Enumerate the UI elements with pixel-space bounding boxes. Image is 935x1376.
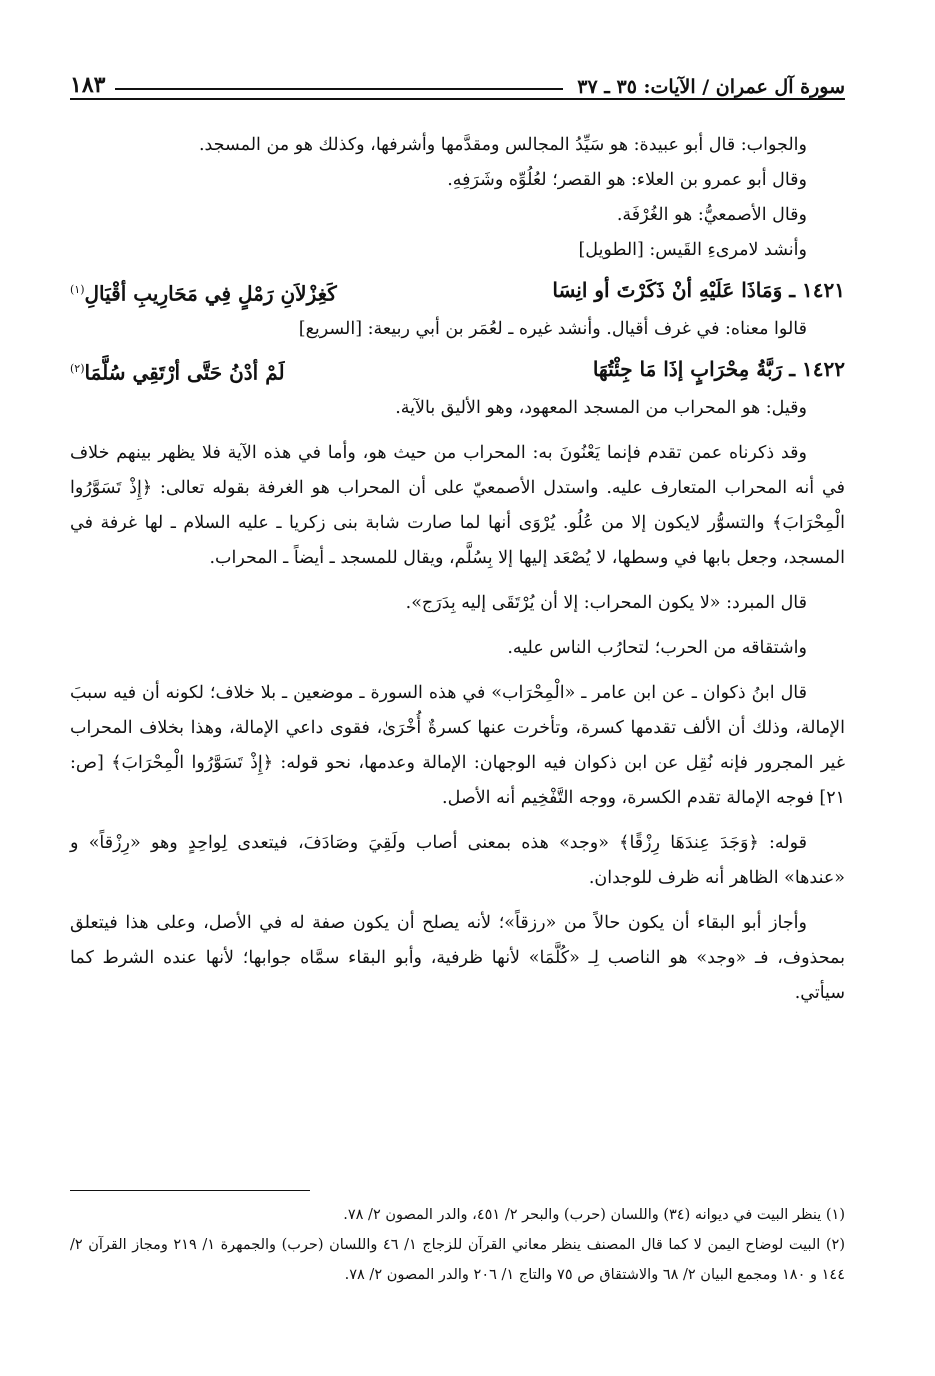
- paragraph: واشتقاقه من الحرب؛ لتحارُب الناس عليه.: [507, 638, 807, 658]
- verse-second-text: لَمْ أدْنُ حَتَّى أرْتَقِي سُلَّمَا: [84, 360, 285, 385]
- running-title: سورة آل عمران / الآيات: ٣٥ ـ ٣٧: [577, 76, 845, 98]
- header-rule: [70, 98, 845, 100]
- paragraph: وقال الأصمعيُّ: هو الغُرْفَة.: [616, 205, 807, 225]
- paragraph: قال ابنُ ذكوان ـ عن ابن عامر ـ «الْمِحْرَاب» في هذه السورة ـ موضعين ـ بلا خلاف؛ لكونه أن فيه سببَ الإمالة، وذلك أن الألف تقدمها كسرة، وتأخرت عنها كسرةٌ أُخْرَىٰ، فقوى داعي الإمالة، وهذا بخلاف المحراب غير المجرور فإنه نُقِل عن ابن ذكوان فيه الوجهان: الإمالة وعدمها، نحو قوله: ﴿إِذْ تَسَوَّرُوا الْمِحْرَابَ﴾ [ص: ٢١] فوجه الإمالة تقدم الكسرة، ووجه التَّفْخِيم أنه الأصل.: [70, 683, 845, 808]
- verse-first-hemistich: ١٤٢٢ ـ رَبَّةُ مِحْرَابٍ إذَا مَا جِئْتُهَا: [592, 357, 845, 381]
- paragraph: قالوا معناه: في غرف أقيال. وأنشد غيره ـ لعُمَر بن أبي ربيعة: [السريع]: [298, 319, 807, 339]
- footnote-marker: (٢): [70, 362, 85, 375]
- paragraph: قال المبرد: «لا يكون المحراب: إلا أن يُرْتَقَى إليه بِدَرَج».: [405, 593, 807, 613]
- header-dash-line: [115, 88, 563, 90]
- footnotes: [70, 1200, 845, 1290]
- paragraph: والجواب: قال أبو عبيدة: هو سَيِّدُ المجالس ومقدَّمها وأشرفها، وكذلك هو من المسجد.: [198, 135, 807, 155]
- paragraph: وقد ذكرناه عمن تقدم فإنما يَعْنُونَ به: المحراب من حيث هو، وأما في هذه الآية فلا يظهر بينهم خلاف في أنه المحراب المتعارف عليه. واستدل الأصمعيّ على أن المحراب هو الغرفة بقوله تعالى: ﴿إِذْ تَسَوَّرُوا الْمِحْرَابَ﴾ والتسوُّر لايكون إلا من عُلُو. يُرْوَى أنها لما صارت شابة بنى زكريا ـ عليه السلام ـ لها غرفة في المسجد، وجعل بابها في وسطها، لا يُصْعَد إليها إلا بِسُلَّم، ويقال للمسجد ـ أيضاً ـ المحراب.: [70, 443, 845, 568]
- poetry-verse: [70, 268, 845, 312]
- paragraph: وأجاز أبو البقاء أن يكون حالاً من «رزقاً»؛ لأنه يصلح أن يكون صفة له في الأصل، وعلى هذا فيتعلق بمحذوف، فـ «وجد» هو الناصب لِـ «كُلَّمَا» لأنها ظرفية، وأبو البقاء سمَّاه جوابها؛ لأنها عنده الشرط كما سيأتي.: [70, 913, 845, 1003]
- verse-second-text: كَغِزْلاَنِ رَمْلٍ فِي مَحَارِيبِ أقْيَالِ: [84, 281, 337, 306]
- verse-second-hemistich: [70, 347, 285, 395]
- page-header: [70, 58, 845, 98]
- footnote-separator: [70, 1190, 310, 1191]
- main-text: [70, 128, 845, 1011]
- paragraph: وقال أبو عمرو بن العلاء: هو القصر؛ لعُلُوِّه وشَرَفِهِ.: [447, 170, 807, 190]
- verse-second-hemistich: [70, 268, 337, 316]
- page-number: ١٨٣: [70, 72, 106, 98]
- paragraph: قوله: ﴿وَجَدَ عِندَهَا رِزْقًا﴾ «وجد» هذه بمعنى أصاب ولَقِيَ وصَادَفَ، فيتعدى لِواحِدٍ وهو «رِزْقاً» و «عندها» الظاهر أنه ظرف للوجدان.: [70, 833, 845, 888]
- footnote: (٢) البيت لوضاح اليمن لا كما قال المصنف ينظر معاني القرآن للزجاج ١/ ٤٦ واللسان (حرب) والجمهرة ١/ ٢١٩ ومجاز القرآن ٢/ ١٤٤ و ١٨٠ ومجمع البيان ٢/ ٦٨ والاشتقاق ص ٧٥ والتاج ١/ ٢٠٦ والدر المصون ٢/ ٧٨.: [70, 1237, 845, 1283]
- footnote: (١) ينظر البيت في ديوانه (٣٤) واللسان (حرب) والبحر ٢/ ٤٥١، والدر المصون ٢/ ٧٨.: [343, 1207, 845, 1223]
- footnote-marker: (١): [70, 283, 85, 296]
- paragraph: وأنشد لامرىءِ القَيس: [الطويل]: [578, 240, 807, 260]
- verse-first-hemistich: ١٤٢١ ـ وَمَاذَا عَلَيْهِ أنْ ذَكَرْتَ أو انِسَا: [552, 278, 845, 302]
- poetry-verse: [70, 347, 845, 391]
- paragraph: وقيل: هو المحراب من المسجد المعهود، وهو الأليق بالآية.: [395, 398, 807, 418]
